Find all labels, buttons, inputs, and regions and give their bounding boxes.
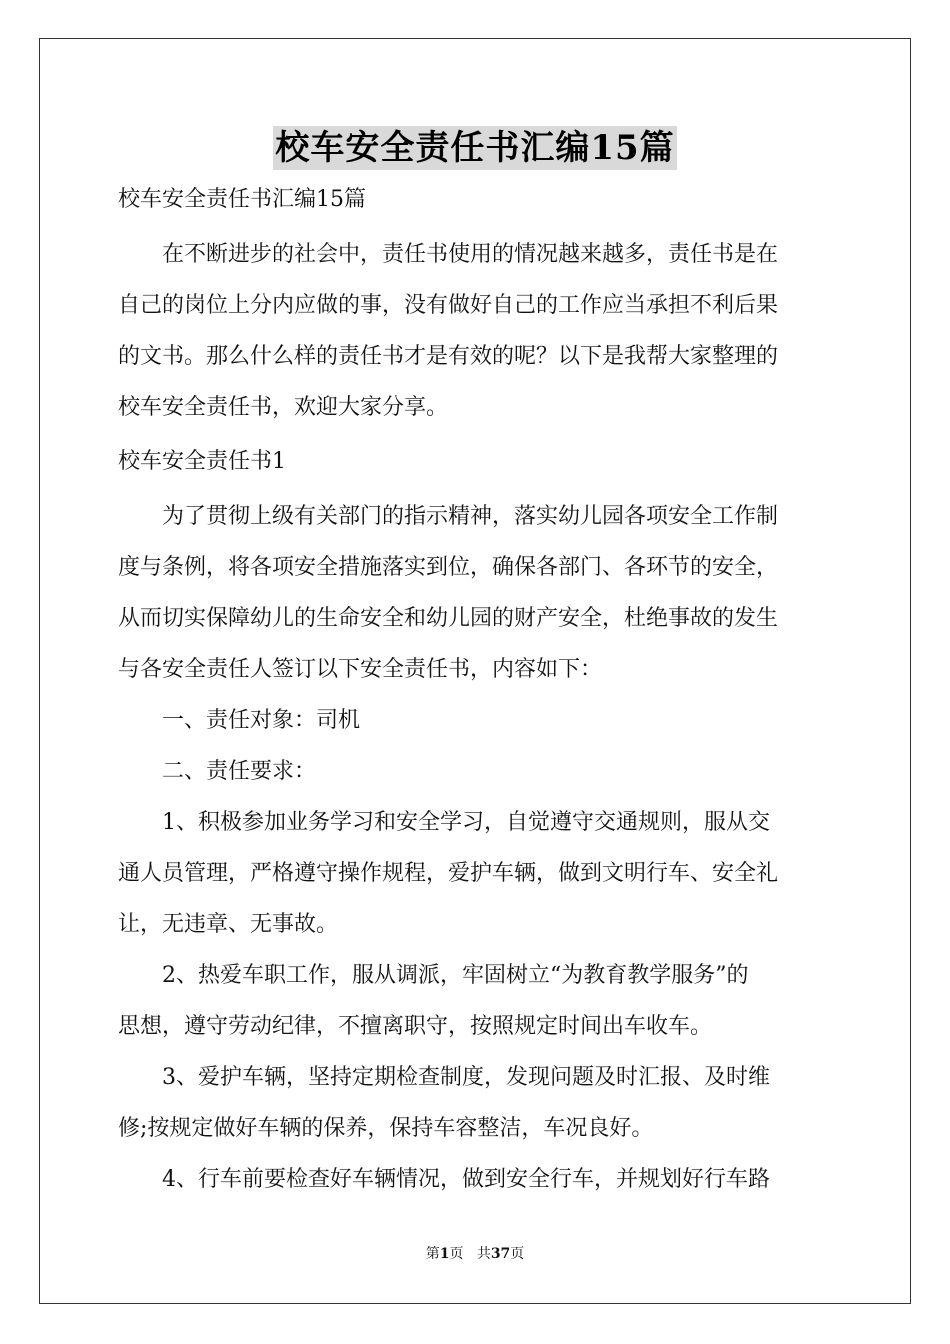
- page-suffix: 页: [449, 1246, 464, 1262]
- intro-line: 自己的岗位上分内应做的事，没有做好自己的工作应当承担不利后果: [118, 293, 779, 318]
- list-item: 二、责任要求：: [162, 759, 317, 784]
- intro-line: 校车安全责任书，欢迎大家分享。: [118, 395, 449, 420]
- list-item-cont: 修;按规定做好车辆的保养，保持车容整洁，车况良好。: [118, 1116, 654, 1141]
- body-line: 为了贯彻上级有关部门的指示精神，落实幼儿园各项安全工作制: [162, 504, 779, 529]
- body-line: 从而切实保障幼儿的生命安全和幼儿园的财产安全，杜绝事故的发生: [118, 606, 779, 631]
- list-item: 一、责任对象：司机: [162, 708, 361, 733]
- body-line: 与各安全责任人签订以下安全责任书，内容如下：: [118, 657, 603, 682]
- document-title: 校车安全责任书汇编15篇: [275, 128, 675, 168]
- section-heading: 校车安全责任书1: [118, 449, 286, 474]
- subtitle: 校车安全责任书汇编15篇: [118, 187, 366, 212]
- list-item: 1、积极参加业务学习和安全学习，自觉遵守交通规则，服从交: [162, 810, 770, 835]
- intro-line: 在不断进步的社会中，责任书使用的情况越来越多，责任书是在: [162, 242, 779, 267]
- list-item: 2、热爱车职工作，服从调派，牢固树立“为教育教学服务”的: [162, 963, 749, 988]
- document-body: [118, 178, 834, 1205]
- list-item-cont: 让，无违章、无事故。: [118, 912, 339, 937]
- intro-line: 的文书。那么什么样的责任书才是有效的呢？以下是我帮大家整理的: [118, 344, 779, 369]
- title-container: [0, 126, 950, 170]
- list-item: 4、行车前要检查好车辆情况，做到安全行车，并规划好行车路: [162, 1167, 770, 1192]
- list-item: 3、爱护车辆，坚持定期检查制度，发现问题及时汇报、及时维: [162, 1065, 770, 1090]
- page-prefix: 第: [425, 1246, 440, 1262]
- list-item-cont: 通人员管理，严格遵守操作规程，爱护车辆，做到文明行车、安全礼: [118, 861, 779, 886]
- page-number: 1: [439, 1246, 450, 1262]
- total-prefix: 共: [476, 1246, 491, 1262]
- list-item-cont: 思想，遵守劳动纪律，不擅离职守，按照规定时间出车收车。: [118, 1014, 713, 1039]
- total-suffix: 页: [510, 1246, 525, 1262]
- page-footer: [0, 1245, 950, 1263]
- total-pages: 37: [490, 1246, 511, 1262]
- body-line: 度与条例，将各项安全措施落实到位，确保各部门、各环节的安全，: [118, 555, 779, 580]
